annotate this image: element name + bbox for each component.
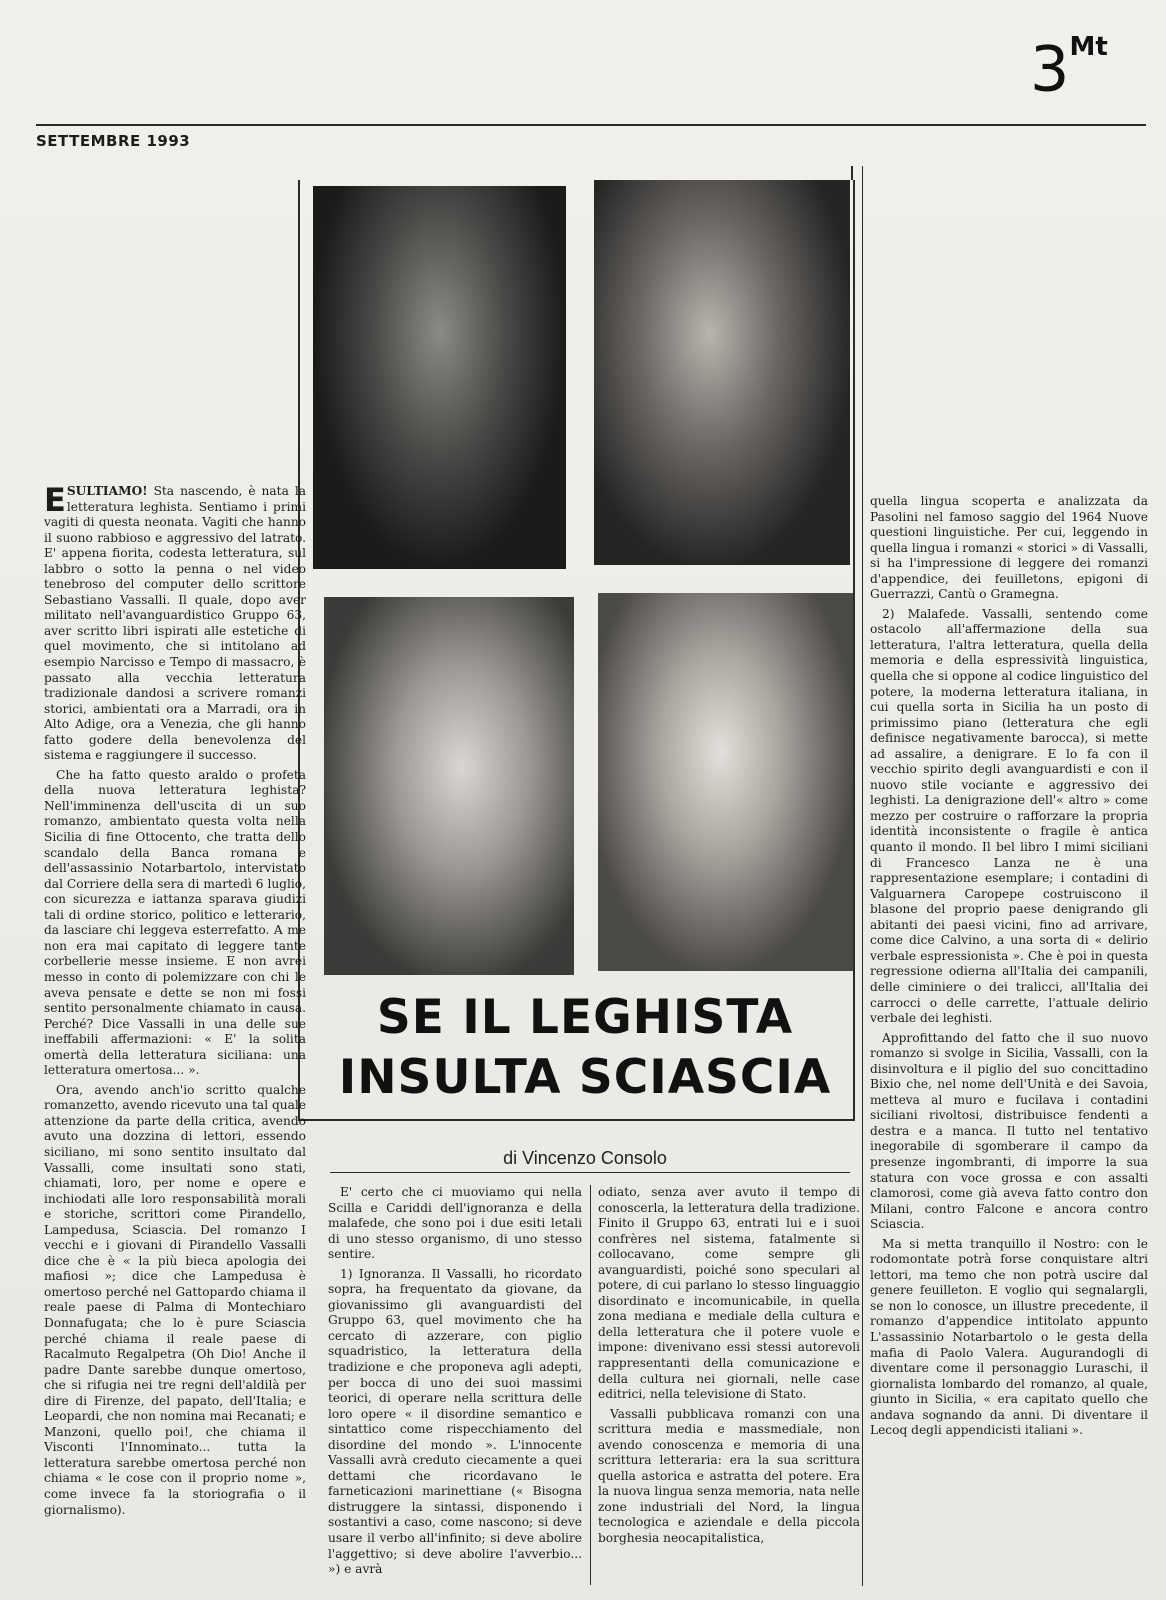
paragraph: odiato, senza aver avuto il tempo di conoscerla, la letteratura della tradizione. Finito il Gruppo 63, entrati lui e i suoi confrères nel sistema, fatalmente si collocavano, come sempre gli avanguardisti, poiché sono speculari al potere, di cui parlano lo stesso linguaggio disordinato e incomunicabile, in quella zona mediana e mediale della cultura e della letteratura che il potere vuole e impone: divenivano essi stessi autorevoli rappresentanti della comunicazione e della cultura nei giornali, nelle case editrici, nella televisione di Stato.	[598, 1185, 860, 1402]
paragraph: ESULTIAMO! Sta nascendo, è nata la letteratura leghista. Sentiamo i primi vagiti di questa neonata. Vagiti che hanno il suono rabbioso e aggressivo del latrato. E' appena fiorita, codesta letteratura, sul labbro o sotto la penna o nel video tenebroso del computer dello scrittore Sebastiano Vassalli. Il quale, dopo aver militato nell'avanguardistico Gruppo 63, aver scritto libri ispirati alle estetiche di quel movimento, che si intitolano ad esempio Narcisso e Tempo di massacro, è passato alla vecchia letteratura tradizionale dandosi a scrivere romanzi storici, ambientati ora a Marradi, ora in Alto Adige, ora a Venezia, che gli hanno fatto godere della benevolenza del sistema e raggiungere il successo.	[44, 484, 306, 763]
magazine-logo: $3^{Mt}$	[1030, 32, 1108, 106]
headline-line-1: SE IL LEGHISTA	[376, 990, 794, 1045]
text-column-bottom-1	[328, 1185, 582, 1585]
paragraph: Vassalli pubblicava romanzi con una scrittura media e massmediale, non avendo conoscenza e memoria di una scrittura letteraria: era la sua scrittura quella astorica e astratta del potere. Era la nuova lingua senza memoria, nata nelle zone industriali del Nord, la lingua tecnologica e aziendale e della piccola borghesia neocapitalistica,	[598, 1406, 860, 1546]
byline-rule	[330, 1172, 850, 1173]
portrait-photo-3	[324, 597, 574, 975]
text-column-right	[870, 494, 1148, 1600]
headline-line-2: INSULTA SCIASCIA	[338, 1050, 832, 1105]
text-column-left	[44, 484, 306, 1600]
drop-cap: E	[44, 484, 66, 519]
issue-date: SETTEMBRE 1993	[36, 132, 191, 150]
paragraph: quella lingua scoperta e analizzata da Pasolini nel famoso saggio del 1964 Nuove questioni linguistiche. Per cui, leggendo in quella lingua i romanzi « storici » di Vassalli, si ha l'impressione di leggere dei romanzi d'appendice, dei feuilletons, epigoni di Guerrazzi, Cantù o Gramegna.	[870, 494, 1148, 602]
text-column-bottom-2	[598, 1185, 860, 1585]
paragraph: Ora, avendo anch'io scritto qualche romanzetto, avendo ricevuto una tal quale attenzione da parte della critica, avendo avuto una dozzina di lettori, essendo siciliano, mi sono sentito insultato dal Vassalli, come insultati sono stati, chiamati, loro, per nome e opere e inchiodati alle loro responsabilità morali e storiche, scrittori come Pirandello, Lampedusa, Sciascia. Del romanzo I vecchi e i giovani di Pirandello Vassalli dice che è « la più bieca apologia dei mafiosi »; dice che Lampedusa è omertoso perché nel Gattopardo chiama il reale paese di Palma di Montechiaro Donnafugata; che lo è pure Sciascia perché chiama il reale paese di Racalmuto Regalpetra (Oh Dio! Anche il padre Dante sarebbe dunque omertoso, che si rifugia nei tre regni dell'aldilà per dire di Firenze, del papato, dell'Italia; e Leopardi, che non nomina mai Recanati; e Manzoni, quello poi!, che chiama il Visconti l'Innominato... tutta la letteratura sarebbe omertosa perché non chiama « le cose con il proprio nome », come invece fa la storiografia o il giornalismo).	[44, 1082, 306, 1517]
portrait-photo-4	[598, 593, 853, 971]
top-rule	[36, 124, 1146, 126]
opening-word: SULTIAMO!	[66, 484, 148, 498]
column-divider	[862, 166, 863, 1586]
frame-edge	[851, 166, 853, 180]
paragraph: E' certo che ci muoviamo qui nella Scilla e Cariddi dell'ignoranza e della malafede, che sono poi i due esiti letali di uno stesso organismo, di uno stesso sentire.	[328, 1185, 582, 1262]
column-divider	[590, 1185, 591, 1585]
article-headline	[330, 988, 840, 1108]
paragraph: Ma si metta tranquillo il Nostro: con le rodomontate potrà forse conquistare altri lettori, ma temo che non potrà uscire dal genere feuilleton. E voglio qui segnalargli, se non lo conosce, un illustre precedente, il romanzo d'appendice intitolato appunto L'assassinio Notarbartolo o le gesta della mafia di Paolo Valera. Augurandogli di diventare come il personaggio Luraschi, il giornalista lombardo del romanzo, al quale, giunto in Sicilia, « era capitato quello che andava sognando da anni. Di diventare il Lecoq degli appendicisti italiani ».	[870, 1236, 1148, 1438]
article-byline: di Vincenzo Consolo	[503, 1148, 667, 1168]
paragraph: 2) Malafede. Vassalli, sentendo come ostacolo all'affermazione della sua letteratura, l'altra letteratura, quella della memoria e della espressività linguistica, quella che si oppone al codice linguistico del potere, la moderna letteratura italiana, in cui quella sorta in Sicilia ha un posto di primissimo piano (letteratura che egli definisce negativamente barocca), si mette ad assalire, a denigrare. E lo fa con il vecchio spirito degli avanguardisti e con il nuovo stile vociante e aggressivo dei leghisti. La denigrazione dell'« altro » come mezzo per costruire o rafforzare la propria identità inconsistente o fragile è antica quanto il mondo. Il bel libro I mimi siciliani di Francesco Lanza ne è una rappresentazione esemplare; i contadini di Valguarnera Caropepe costruiscono il blasone del proprio paese denigrando gli abitanti dei paesi vicini, fino ad arrivare, come dice Calvino, a una sorta di « delirio verbale espressionista ». Che è poi in questa regressione odierna all'Italia dei campanili, delle ciminiere o dei tralicci, all'Italia dei carrocci o delle carrette, l'attuale delirio verbale dei leghisti.	[870, 606, 1148, 1026]
paragraph: Che ha fatto questo araldo o profeta della nuova letteratura leghista? Nell'imminenza dell'uscita di un suo romanzo, ambientato questa volta nella Sicilia di fine Ottocento, che tratta dello scandalo della Banca romana e dell'assassinio Notarbartolo, intervistato dal Corriere della sera di martedì 6 luglio, con sicurezza e iattanza sparava giudizi tali di ordine storico, politico e letterario, da lasciare chi leggeva esterrefatto. A me non era mai capitato di leggere tante corbellerie messe insieme. E non avrei messo in conto di polemizzare con chi le aveva pensate e dette se non mi fossi sentito personalmente chiamato in causa. Perché? Dice Vassalli in una delle sue ineffabili affermazioni: « E' la solita omertà della letteratura siciliana: una letteratura omertosa... ».	[44, 767, 306, 1078]
paragraph: 1) Ignoranza. Il Vassalli, ho ricordato sopra, ha frequentato da giovane, da giovanissimo gli avanguardisti del Gruppo 63, quel movimento che ha cercato di azzerare, con piglio squadristico, la letteratura della tradizione e che proponeva agli adepti, per bocca di uno dei suoi massimi teorici, di operare nella scrittura delle loro opere « il disordine semantico e sintattico come rispecchiamento del disordine del mondo ». L'innocente Vassalli avrà creduto ciecamente a quei dettami che ricordavano le farneticazioni marinettiane (« Bisogna distruggere la sintassi, disponendo i sostantivi a caso, come nascono; si deve usare il verbo all'infinito; si deve abolire l'aggettivo; si deve abolire l'avverbio... ») e avrà	[328, 1266, 582, 1577]
portrait-photo-1	[313, 186, 566, 569]
portrait-photo-2	[594, 180, 850, 565]
paragraph: Approfittando del fatto che il suo nuovo romanzo si svolge in Sicilia, Vassalli, con la disinvoltura e il piglio del suo concittadino Bixio che, nel nome dell'Unità e dei Savoia, metteva al muro e fucilava i contadini siciliani rivoltosi, distribuisce fendenti a destra e a manca. Il tutto nel tentativo inegorabile di sgomberare il campo da presenze ingombranti, di imporre la sua statura con voce grossa e con assalti clamorosi, come già aveva fatto contro don Milani, contro Falcone e ancora contro Sciascia.	[870, 1030, 1148, 1232]
